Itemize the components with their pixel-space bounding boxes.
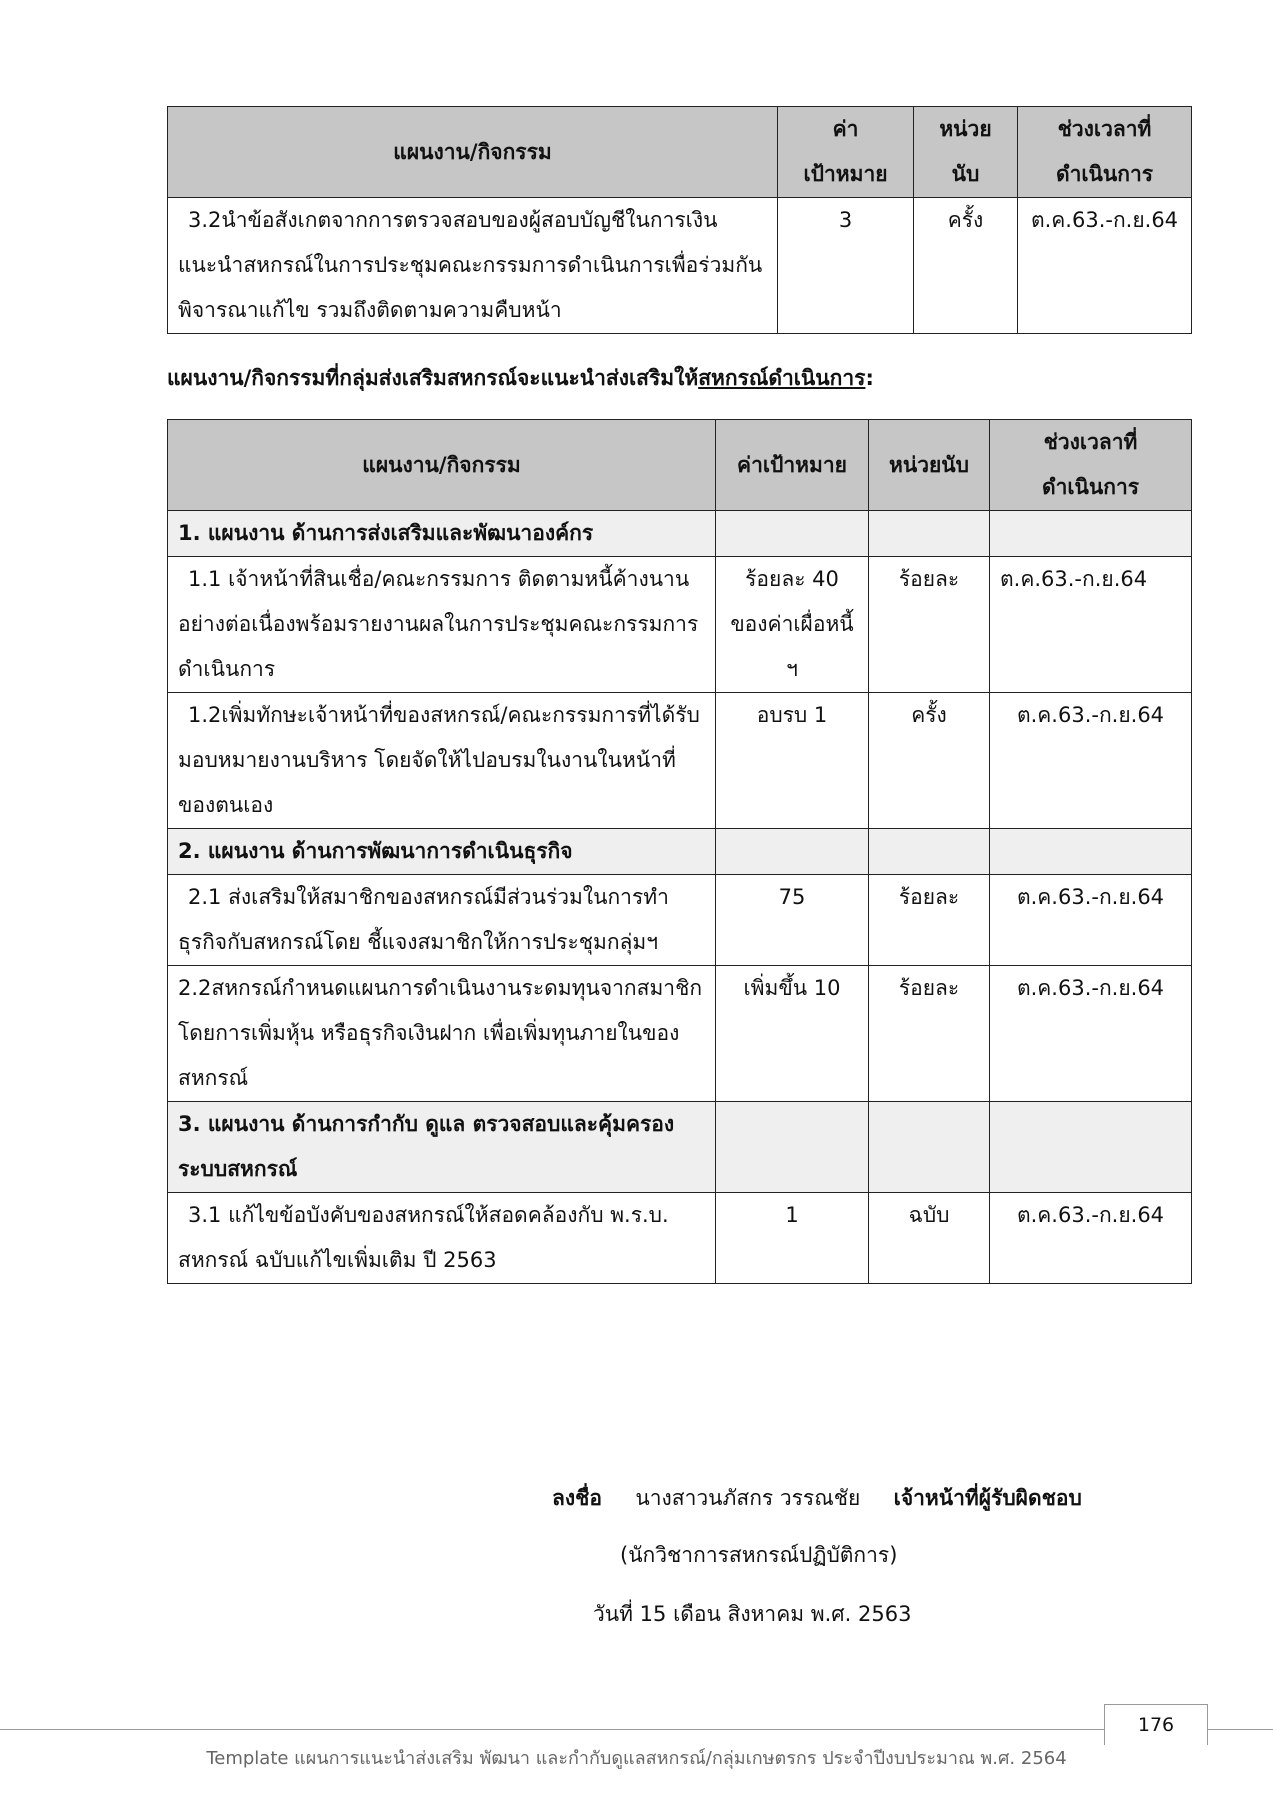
row-unit: ร้อยละ — [869, 875, 990, 966]
row-activity-line1: 2.1 ส่งเสริมให้สมาชิกของสหกรณ์มีส่วนร่วมในการทำ — [188, 885, 669, 909]
row-activity-line2: โดยการเพิ่มหุ้น หรือธุรกิจเงินฝาก เพื่อเพิ่มทุนภายในของ — [178, 1021, 680, 1045]
row-activity — [168, 198, 778, 334]
section-row — [168, 1102, 1192, 1193]
header-period — [990, 420, 1192, 511]
section-heading-suffix: : — [865, 366, 874, 390]
page-number: 176 — [1104, 1704, 1208, 1745]
section-heading-underlined: สหกรณ์ดำเนินการ — [698, 366, 866, 390]
header-unit: หน่วยนับ — [869, 420, 990, 511]
row-activity-line1: 3.2นำข้อสังเกตจากการตรวจสอบของผู้สอบบัญชีในการเงิน — [188, 208, 718, 232]
row-activity — [168, 1193, 716, 1284]
section-empty-cell — [990, 511, 1192, 557]
row-unit: ครั้ง — [869, 693, 990, 829]
signature-role: เจ้าหน้าที่ผู้รับผิดชอบ — [893, 1486, 1082, 1510]
signature-position: (นักวิชาการสหกรณ์ปฏิบัติการ) — [620, 1543, 898, 1567]
row-target-line1: ร้อยละ 40 — [745, 567, 839, 591]
row-unit: ครั้ง — [914, 198, 1018, 334]
row-target: เพิ่มขึ้น 10 — [716, 966, 869, 1102]
signature-line — [552, 1478, 1082, 1518]
header-target-line2: เป้าหมาย — [803, 162, 888, 186]
signature-name: นางสาวนภัสกร วรรณชัย — [635, 1486, 861, 1510]
table-row — [168, 198, 1192, 334]
header-period-line2: ดำเนินการ — [1055, 162, 1154, 186]
header-period — [1018, 107, 1192, 198]
section-row — [168, 511, 1192, 557]
row-period: ต.ค.63.-ก.ย.64 — [990, 966, 1192, 1102]
header-unit-line2: นับ — [951, 162, 980, 186]
activity-table-continued — [167, 106, 1192, 334]
row-unit: ฉบับ — [869, 1193, 990, 1284]
row-period: ต.ค.63.-ก.ย.64 — [990, 693, 1192, 829]
row-activity-line2: แนะนำสหกรณ์ในการประชุมคณะกรรมการดำเนินการเพื่อร่วมกัน — [178, 253, 763, 277]
row-activity-line2: อย่างต่อเนื่องพร้อมรายงานผลในการประชุมคณะกรรมการ — [178, 612, 699, 636]
signature-date: วันที่ 15 เดือน สิงหาคม พ.ศ. 2563 — [593, 1602, 912, 1626]
header-unit — [914, 107, 1018, 198]
row-activity-line2: มอบหมายงานบริหาร โดยจัดให้ไปอบรมในงานในหน้าที่ — [178, 748, 676, 772]
header-period-line1: ช่วงเวลาที่ — [1043, 430, 1138, 454]
section-heading — [167, 358, 874, 398]
section-1-label: 1. แผนงาน ด้านการส่งเสริมและพัฒนาองค์กร — [168, 511, 716, 557]
row-activity-line1: 2.2สหกรณ์กำหนดแผนการดำเนินงานระดมทุนจากสมาชิก — [178, 976, 703, 1000]
row-activity-line3: พิจารณาแก้ไข รวมถึงติดตามความคืบหน้า — [178, 298, 562, 322]
signature-label: ลงชื่อ — [552, 1486, 602, 1510]
row-activity-line3: สหกรณ์ — [178, 1066, 249, 1090]
section-empty-cell — [869, 511, 990, 557]
table-row — [168, 557, 1192, 693]
section-3-label — [168, 1102, 716, 1193]
row-activity-line2: สหกรณ์ ฉบับแก้ไขเพิ่มเติม ปี 2563 — [178, 1248, 497, 1272]
table-header-row — [168, 107, 1192, 198]
section-empty-cell — [990, 829, 1192, 875]
table-header-row — [168, 420, 1192, 511]
row-period: ต.ค.63.-ก.ย.64 — [990, 557, 1192, 693]
row-target: 75 — [716, 875, 869, 966]
row-activity-line1: 1.1 เจ้าหน้าที่สินเชื่อ/คณะกรรมการ ติดตามหนี้ค้างนาน — [188, 567, 690, 591]
section-3-label-line1: 3. แผนงาน ด้านการกำกับ ดูแล ตรวจสอบและคุ้มครอง — [178, 1112, 675, 1136]
footer-divider — [0, 1729, 1273, 1730]
row-activity-line1: 3.1 แก้ไขข้อบังคับของสหกรณ์ให้สอดคล้องกับ พ.ร.บ. — [188, 1203, 669, 1227]
row-period: ต.ค.63.-ก.ย.64 — [990, 1193, 1192, 1284]
row-activity-line3: ดำเนินการ — [178, 657, 276, 681]
table-row — [168, 693, 1192, 829]
row-activity-line1: 1.2เพิ่มทักษะเจ้าหน้าที่ของสหกรณ์/คณะกรรมการที่ได้รับ — [188, 703, 700, 727]
row-activity-line2: ธุรกิจกับสหกรณ์โดย ชี้แจงสมาชิกให้การประชุมกลุ่มฯ — [178, 930, 659, 954]
header-activity: แผนงาน/กิจกรรม — [168, 107, 778, 198]
header-target: ค่าเป้าหมาย — [716, 420, 869, 511]
footer-text: Template แผนการแนะนำส่งเสริม พัฒนา และกำกับดูแลสหกรณ์/กลุ่มเกษตรกร ประจำปีงบประมาณ พ.ศ. 2564 — [206, 1748, 1067, 1769]
row-activity — [168, 966, 716, 1102]
header-period-line2: ดำเนินการ — [1041, 475, 1140, 499]
section-empty-cell — [990, 1102, 1192, 1193]
row-target: อบรบ 1 — [716, 693, 869, 829]
table-row — [168, 966, 1192, 1102]
section-empty-cell — [716, 829, 869, 875]
section-empty-cell — [716, 511, 869, 557]
section-heading-text: แผนงาน/กิจกรรมที่กลุ่มส่งเสริมสหกรณ์จะแนะนำส่งเสริมให้ — [167, 366, 699, 390]
row-activity — [168, 875, 716, 966]
row-unit: ร้อยละ — [869, 557, 990, 693]
row-target — [716, 557, 869, 693]
row-activity-line3: ของตนเอง — [178, 793, 274, 817]
table-row — [168, 1193, 1192, 1284]
row-target-line3: ฯ — [786, 657, 798, 681]
section-row — [168, 829, 1192, 875]
section-2-label: 2. แผนงาน ด้านการพัฒนาการดำเนินธุรกิจ — [168, 829, 716, 875]
row-period: ต.ค.63.-ก.ย.64 — [1018, 198, 1192, 334]
header-activity: แผนงาน/กิจกรรม — [168, 420, 716, 511]
header-target-line1: ค่า — [832, 117, 859, 141]
row-activity — [168, 693, 716, 829]
row-unit: ร้อยละ — [869, 966, 990, 1102]
row-target-line2: ของค่าเผื่อหนี้ — [730, 612, 854, 636]
row-target: 3 — [778, 198, 914, 334]
section-empty-cell — [869, 829, 990, 875]
header-period-line1: ช่วงเวลาที่ — [1057, 117, 1152, 141]
row-target: 1 — [716, 1193, 869, 1284]
activity-table — [167, 419, 1192, 1284]
section-3-label-line2: ระบบสหกรณ์ — [178, 1157, 298, 1181]
table-row — [168, 875, 1192, 966]
header-target — [778, 107, 914, 198]
section-empty-cell — [869, 1102, 990, 1193]
section-empty-cell — [716, 1102, 869, 1193]
header-unit-line1: หน่วย — [939, 117, 992, 141]
row-activity — [168, 557, 716, 693]
row-period: ต.ค.63.-ก.ย.64 — [990, 875, 1192, 966]
